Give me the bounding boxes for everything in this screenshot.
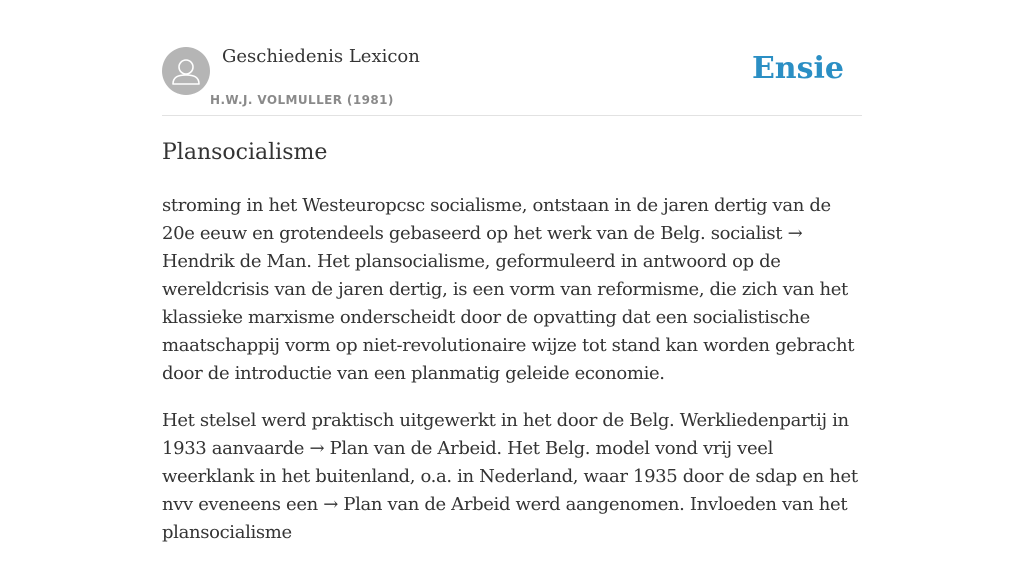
lexicon-header xyxy=(162,0,862,116)
user-outline-icon xyxy=(162,47,210,95)
xref-link-hendrik-de-man[interactable]: → Hendrik de Man xyxy=(162,223,803,272)
paragraph-text: stroming in het Westeuropcsc socialisme, ontstaan in de jaren dertig van de 20e eeuw en grotendeels gebaseerd op het werk van de Belg. socialist xyxy=(162,195,831,244)
article-paragraph-1 xyxy=(162,192,862,388)
article-title: Plansocialisme xyxy=(162,140,328,165)
ensie-logo-link[interactable]: Ensie xyxy=(751,51,844,86)
article-body xyxy=(162,192,862,566)
xref-link-plan-van-de-arbeid[interactable]: → Plan van de Arbeid xyxy=(309,438,497,459)
page-container xyxy=(162,0,862,543)
author-avatar[interactable] xyxy=(162,47,210,95)
paragraph-text: werd aangenomen. Invloeden van het plansocialisme xyxy=(162,494,848,543)
xref-link-plan-van-de-arbeid-2[interactable]: → Plan van de Arbeid xyxy=(323,494,511,515)
paragraph-text: . Het Belg. model vond vrij veel weerklank in het buitenland, o.a. in Nederland, waar 1935 door de sdap en het nvv eveneens een xyxy=(162,438,858,515)
paragraph-text: . Het plansocialisme, geformuleerd in antwoord op de wereldcrisis van de jaren dertig, is een vorm van reformisme, die zich van het klassieke marxisme onderscheidt door de opvatting dat een socialistische maatschappij vorm op niet-revolutionaire wijze tot stand kan worden gebracht door de introductie van een planmatig geleide economie. xyxy=(162,251,855,384)
lexicon-title[interactable]: Geschiedenis Lexicon xyxy=(222,46,420,67)
article-paragraph-2 xyxy=(162,407,862,547)
paragraph-text: Het stelsel werd praktisch uitgewerkt in het door de Belg. Werkliedenpartij in 1933 aanvaarde xyxy=(162,410,849,459)
author-credit: H.W.J. VOLMULLER (1981) xyxy=(210,93,394,107)
